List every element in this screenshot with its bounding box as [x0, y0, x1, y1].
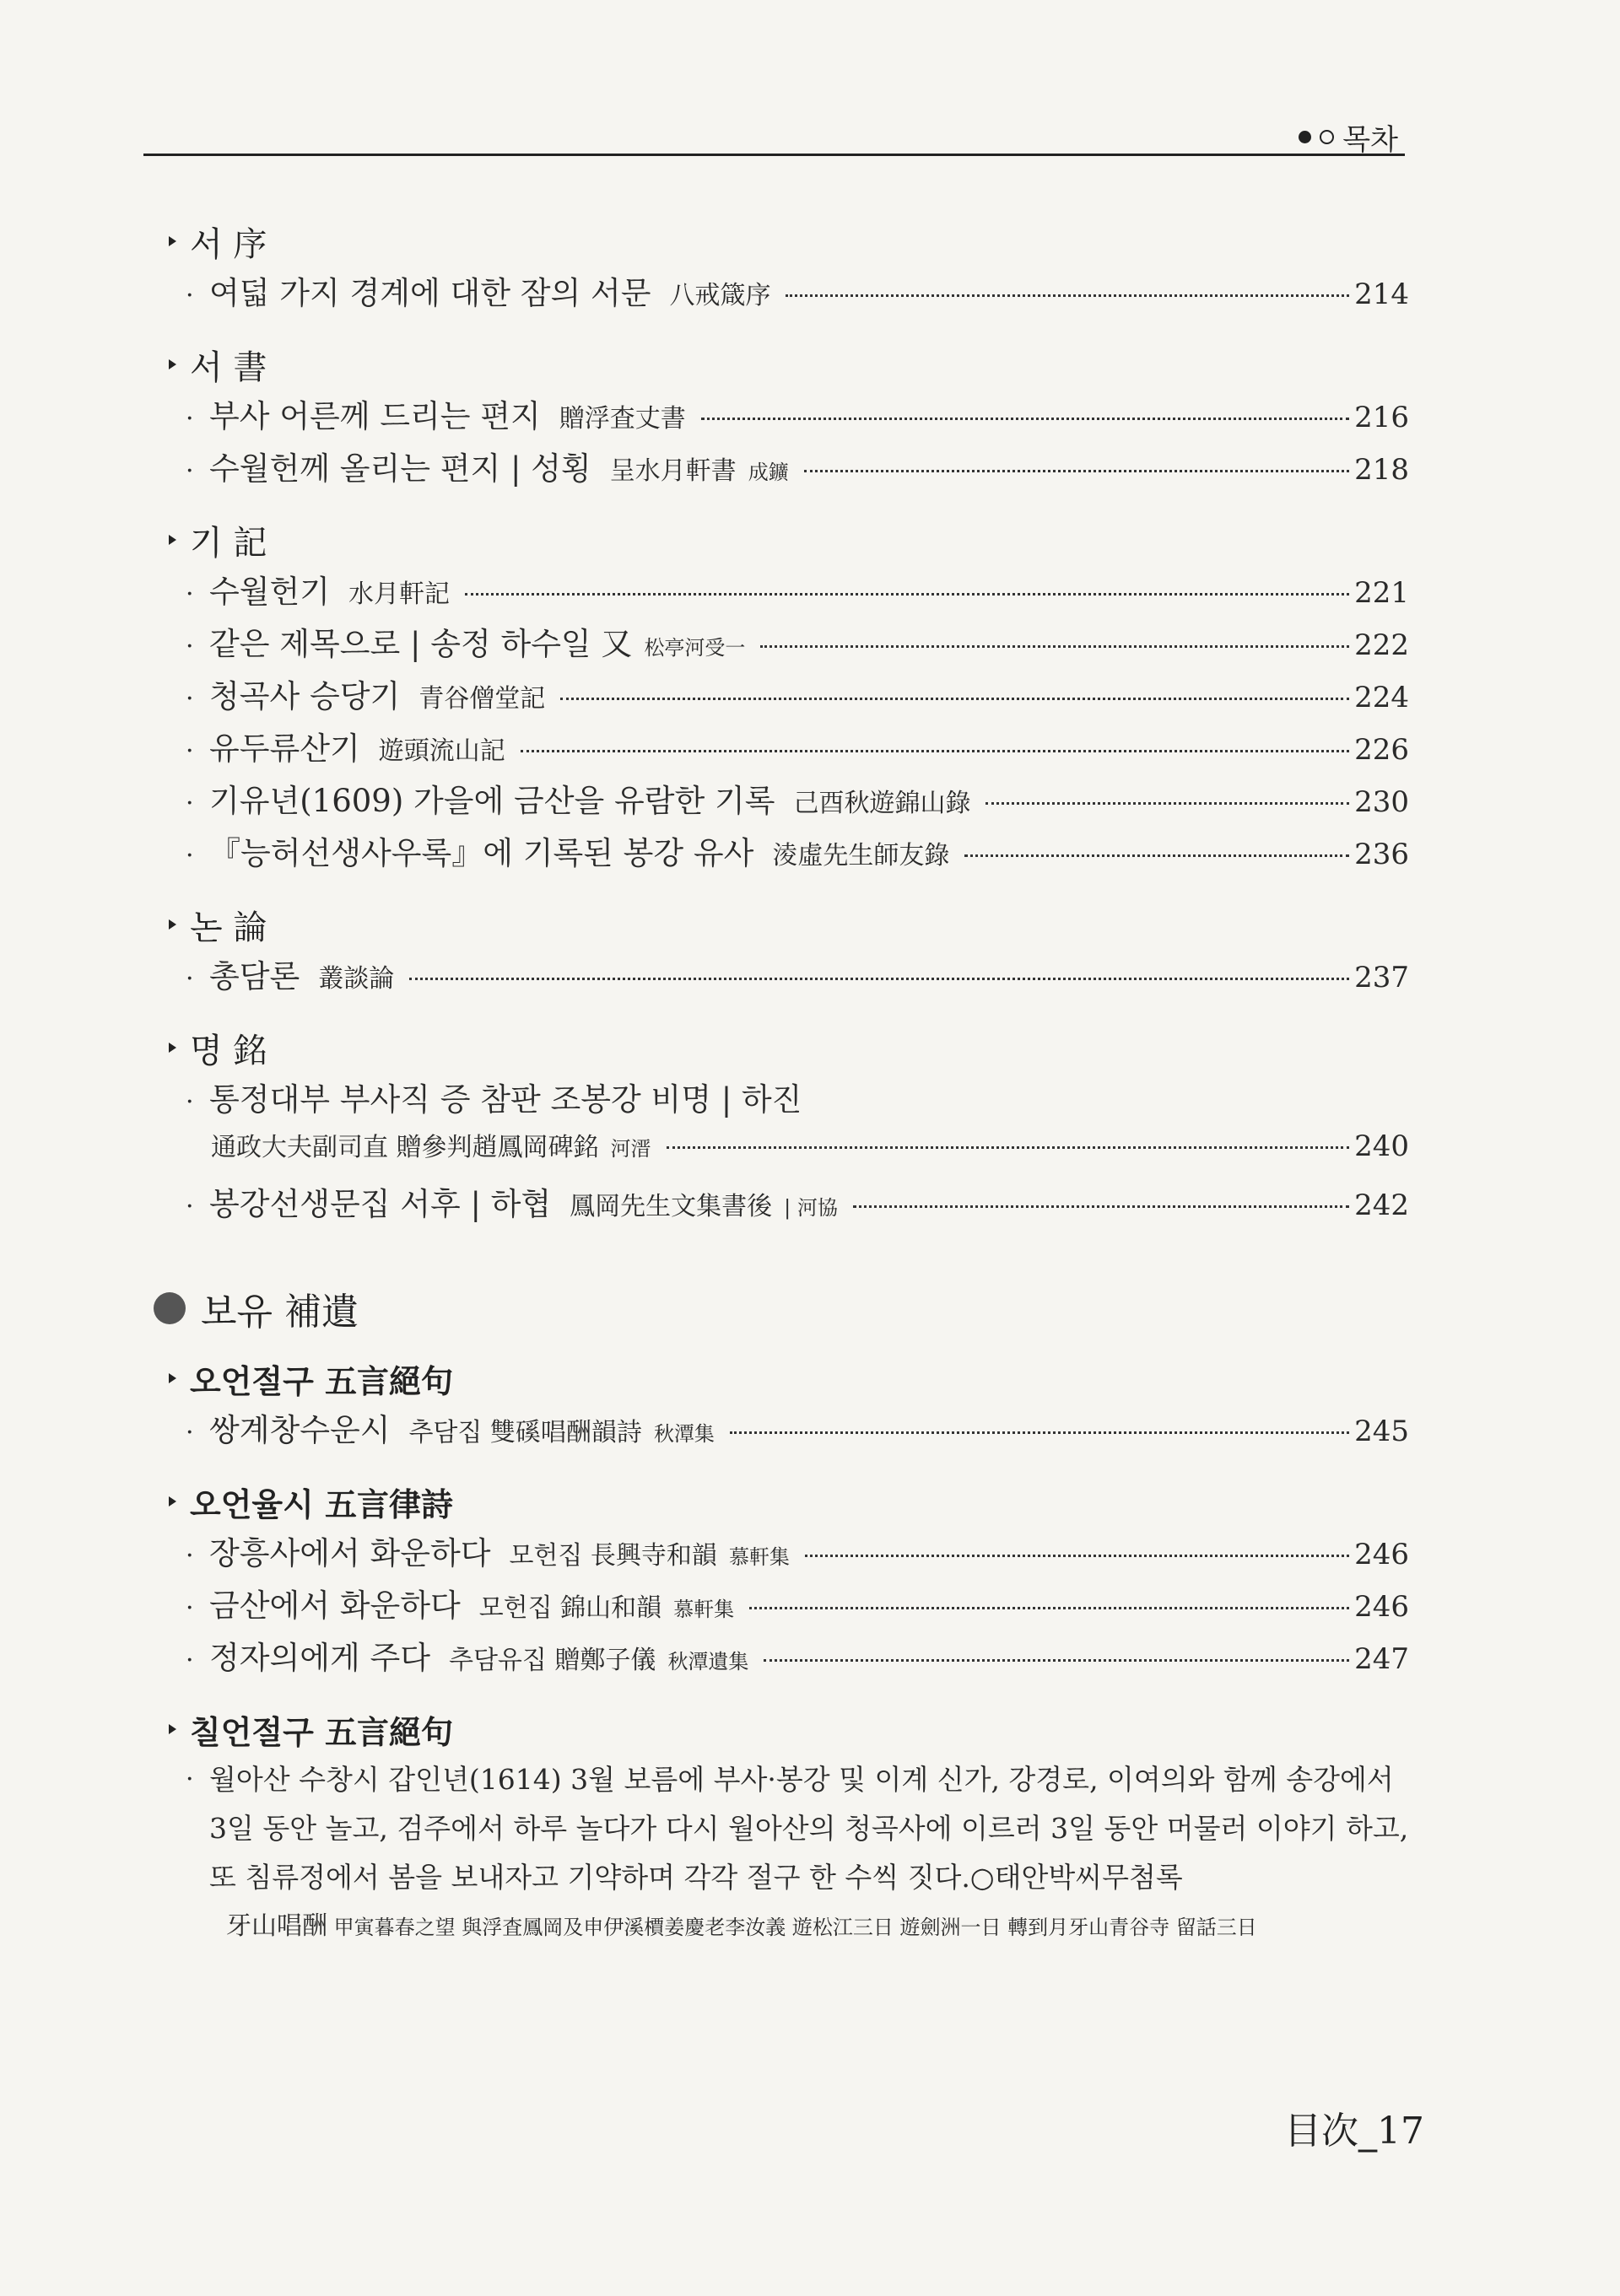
- section-title: 오언율시 五言律詩: [190, 1485, 454, 1523]
- toc-entry[interactable]: [169, 267, 1409, 320]
- dot-bullet-icon: ·: [186, 1418, 194, 1447]
- entry-title-han: 추담집 雙磎唱酬韻詩: [408, 1418, 642, 1447]
- toc-section: [169, 514, 1409, 880]
- dot-bullet-icon: ·: [186, 281, 194, 310]
- dot-bullet-icon: ·: [186, 632, 194, 661]
- dot-leader: [521, 750, 1349, 752]
- entry-page-number: 224: [1354, 681, 1409, 714]
- page-footer: [1284, 2100, 1424, 2154]
- part-title: 보유 補遺: [201, 1291, 359, 1334]
- paragraph-line-1: 월아산 수창시 갑인년(1614) 3월 보름에 부사·봉강 및 이계 신가, 강경로, 이여의와 함께 송강에서: [209, 1763, 1394, 1796]
- toc-entry[interactable]: [169, 1528, 1409, 1580]
- entry-title-ko: 수월헌기: [209, 574, 330, 610]
- dot-leader: [760, 645, 1349, 648]
- entry-title-ko: 금산에서 화운하다: [209, 1587, 461, 1624]
- toc-entry[interactable]: [169, 1178, 1409, 1231]
- paragraph-line: [186, 1755, 1409, 1804]
- dot-bullet-icon: ·: [186, 1593, 194, 1623]
- entry-page-number: 218: [1354, 453, 1409, 487]
- dot-bullet-icon: ·: [186, 1192, 194, 1221]
- entry-title-ko: 부사 어른께 드리는 편지: [209, 398, 541, 434]
- toc-entry[interactable]: [169, 1074, 1409, 1126]
- dot-bullet-icon: ·: [186, 1541, 194, 1571]
- toc-entry[interactable]: [169, 391, 1409, 443]
- dot-leader: [667, 1146, 1350, 1149]
- section-title: 서 序: [190, 224, 267, 264]
- entry-title-han: 八戒箴序: [669, 281, 771, 310]
- entry-page-number: 247: [1354, 1642, 1409, 1676]
- entry-title-ko: 유두류산기: [209, 730, 360, 767]
- entry-title-han: 贈浮査丈書: [559, 404, 686, 434]
- dot-leader: [701, 418, 1349, 420]
- section-heading: [169, 898, 1409, 951]
- entry-title-han: 모헌집 錦山和韻: [478, 1593, 662, 1623]
- dot-bullet-icon: ·: [186, 964, 194, 994]
- toc-entry[interactable]: [169, 671, 1409, 723]
- entry-page-number: 214: [1354, 278, 1409, 311]
- dot-bullet-icon: ·: [186, 736, 194, 766]
- dot-bullet-icon: ·: [186, 456, 194, 486]
- toc-entry[interactable]: [169, 566, 1409, 618]
- dot-leader: [964, 854, 1349, 857]
- entry-title-han: 모헌집 長興寺和韻: [509, 1541, 717, 1571]
- filled-dot-icon: [1299, 131, 1311, 143]
- toc-entry[interactable]: [169, 443, 1409, 495]
- entry-title-ko: 수월헌께 올리는 편지 | 성횡: [209, 450, 591, 487]
- han-description: 甲寅暮春之望 與浮査鳳岡及申伊溪檟姜慶老李汝義 遊松江三日 遊劍洲一日 轉到月牙山青谷寺 留話三日: [333, 1916, 1257, 1939]
- dot-leader: [465, 593, 1349, 596]
- toc-section: [169, 898, 1409, 1003]
- open-dot-icon: [1320, 130, 1334, 144]
- paragraph-line: [186, 1804, 1409, 1853]
- dot-bullet-icon: ·: [186, 684, 194, 714]
- triangle-bullet-icon: [169, 919, 176, 930]
- header-title: 목차: [1342, 123, 1398, 157]
- section-heading: [169, 1021, 1409, 1074]
- entry-source-han: 慕軒集: [673, 1598, 735, 1621]
- paragraph-line-3: 또 침류정에서 봄을 보내자고 기약하며 각각 절구 한 수씩 짓다.○태안박씨무첨록: [209, 1861, 1183, 1894]
- entry-title-ko: 쌍계창수운시: [209, 1412, 391, 1448]
- entry-title-han: 遊頭流山記: [378, 736, 505, 766]
- dot-leader: [749, 1607, 1349, 1609]
- toc-entry[interactable]: [169, 723, 1409, 775]
- entry-title-ko: 기유년(1609) 가을에 금산을 유람한 기록: [209, 783, 775, 819]
- toc-section: [169, 215, 1409, 320]
- triangle-bullet-icon: [169, 1373, 176, 1383]
- section-title: 명 銘: [190, 1031, 267, 1070]
- paragraph-line-2: 3일 동안 놀고, 검주에서 하루 놀다가 다시 월아산의 청곡사에 이르러 3일 동안 머물러 이야기 하고,: [209, 1812, 1409, 1845]
- han-title: 牙山唱酬: [226, 1911, 327, 1941]
- section-heading: [169, 1475, 1409, 1528]
- entry-page-number: 221: [1354, 576, 1409, 610]
- section-heading: [169, 1352, 1409, 1404]
- dot-bullet-icon: ·: [186, 789, 194, 818]
- dot-bullet-icon: ·: [186, 579, 194, 609]
- page-header: [143, 111, 1405, 156]
- section-title: 기 記: [190, 523, 267, 563]
- entry-title-ko: 총담론: [209, 958, 300, 994]
- entry-title-han: 鳳岡先生文集書後: [570, 1192, 773, 1221]
- dot-bullet-icon: ·: [186, 404, 194, 434]
- toc-entry[interactable]: [169, 1580, 1409, 1632]
- entry-title-ko: 정자의에게 주다: [209, 1640, 430, 1676]
- header-title-group: [1299, 116, 1398, 158]
- entry-title-han: 呈水月軒書: [609, 456, 737, 486]
- entry-title-ko: 『능허선생사우록』에 기록된 봉강 유사: [209, 835, 754, 871]
- entry-page-number: 242: [1354, 1188, 1409, 1222]
- entry-title-han: 淩虛先生師友錄: [772, 841, 950, 870]
- dot-bullet-icon: ·: [186, 841, 194, 870]
- section-heading: [169, 338, 1409, 391]
- dot-leader: [804, 470, 1349, 472]
- entry-title-ko: 같은 제목으로 | 송정 하수일 又: [209, 626, 633, 662]
- entry-page-number: 246: [1354, 1538, 1409, 1571]
- triangle-bullet-icon: [169, 1043, 176, 1053]
- triangle-bullet-icon: [169, 1496, 176, 1506]
- triangle-bullet-icon: [169, 236, 176, 246]
- entry-title-han: 青谷僧堂記: [418, 684, 546, 714]
- toc-entry[interactable]: [169, 951, 1409, 1003]
- entry-title-han: 水月軒記: [348, 579, 450, 609]
- entry-title-han: 通政大夫副司直 贈參判趙鳳岡碑銘: [211, 1133, 599, 1162]
- toc-entry[interactable]: [169, 618, 1409, 671]
- entry-title-han: 叢談論: [318, 964, 395, 994]
- dot-bullet-icon: ·: [186, 1646, 194, 1675]
- dot-leader: [409, 978, 1349, 980]
- filled-circle-icon: [154, 1292, 186, 1324]
- section-heading: [169, 514, 1409, 566]
- section-title: 오언절구 五言絕句: [190, 1362, 454, 1400]
- entry-page-number: 240: [1354, 1129, 1409, 1163]
- entry-title-ko: 통정대부 부사직 증 참판 조봉강 비명 | 하진: [209, 1081, 802, 1118]
- dot-leader: [560, 698, 1349, 700]
- triangle-bullet-icon: [169, 359, 176, 369]
- entry-author-han: | 河協: [784, 1196, 838, 1220]
- entry-source-han: 秋潭遺集: [667, 1650, 749, 1673]
- toc-entry[interactable]: [169, 775, 1409, 827]
- section-title: 논 論: [190, 908, 267, 947]
- dot-leader: [853, 1205, 1349, 1208]
- entry-title-han: 己酉秋遊錦山錄: [793, 789, 971, 818]
- dot-leader: [986, 802, 1349, 805]
- entry-page-number: 222: [1354, 628, 1409, 662]
- part-heading: [154, 1281, 1409, 1335]
- footer-page-number: 17: [1377, 2110, 1424, 2153]
- entry-author-han: 河溍: [610, 1137, 651, 1161]
- dot-bullet-icon: ·: [186, 1765, 194, 1794]
- entry-title-han: 추담유집 贈鄭子儀: [448, 1646, 656, 1675]
- entry-author-han: 成鑛: [748, 461, 789, 484]
- entry-page-number: 226: [1354, 733, 1409, 767]
- toc-entry[interactable]: [169, 1632, 1409, 1684]
- toc-entry-continuation[interactable]: [169, 1126, 1409, 1178]
- dot-leader: [764, 1659, 1349, 1662]
- toc-entry[interactable]: [169, 827, 1409, 880]
- dot-leader: [730, 1431, 1349, 1434]
- toc-section: [169, 1021, 1409, 1231]
- toc-paragraph-entry[interactable]: [169, 1755, 1409, 1952]
- footer-label: 目次_: [1284, 2110, 1377, 2153]
- section-heading: [169, 215, 1409, 267]
- entry-title-ko: 청곡사 승당기: [209, 678, 401, 714]
- toc-section: [169, 1703, 1409, 1952]
- section-heading: [169, 1703, 1409, 1755]
- toc-section: [169, 338, 1409, 495]
- entry-page-number: 245: [1354, 1415, 1409, 1448]
- entry-title-ko: 봉강선생문집 서후 | 하협: [209, 1186, 552, 1222]
- section-title: 칠언절구 五言絕句: [190, 1713, 454, 1751]
- entry-source-han: 秋潭集: [653, 1422, 715, 1446]
- entry-page-number: 237: [1354, 961, 1409, 994]
- triangle-bullet-icon: [169, 1724, 176, 1734]
- toc-section: [169, 1475, 1409, 1684]
- toc-section: [169, 1352, 1409, 1457]
- entry-title-ko: 장흥사에서 화운하다: [209, 1535, 491, 1571]
- entry-source-han: 慕軒集: [728, 1545, 790, 1569]
- paragraph-han-line: [186, 1902, 1409, 1952]
- section-title: 서 書: [190, 348, 267, 387]
- dot-leader: [805, 1555, 1349, 1557]
- toc-entry[interactable]: [169, 1404, 1409, 1457]
- paragraph-line: [186, 1853, 1409, 1902]
- entry-page-number: 216: [1354, 401, 1409, 434]
- entry-page-number: 230: [1354, 785, 1409, 819]
- dot-leader: [786, 294, 1349, 297]
- toc-content: [169, 215, 1409, 1970]
- dot-bullet-icon: ·: [186, 1087, 194, 1117]
- triangle-bullet-icon: [169, 535, 176, 545]
- entry-page-number: 236: [1354, 838, 1409, 871]
- entry-author-han: 松亭河受一: [644, 636, 746, 660]
- entry-page-number: 246: [1354, 1590, 1409, 1624]
- entry-title-ko: 여덟 가지 경계에 대한 잠의 서문: [209, 275, 651, 311]
